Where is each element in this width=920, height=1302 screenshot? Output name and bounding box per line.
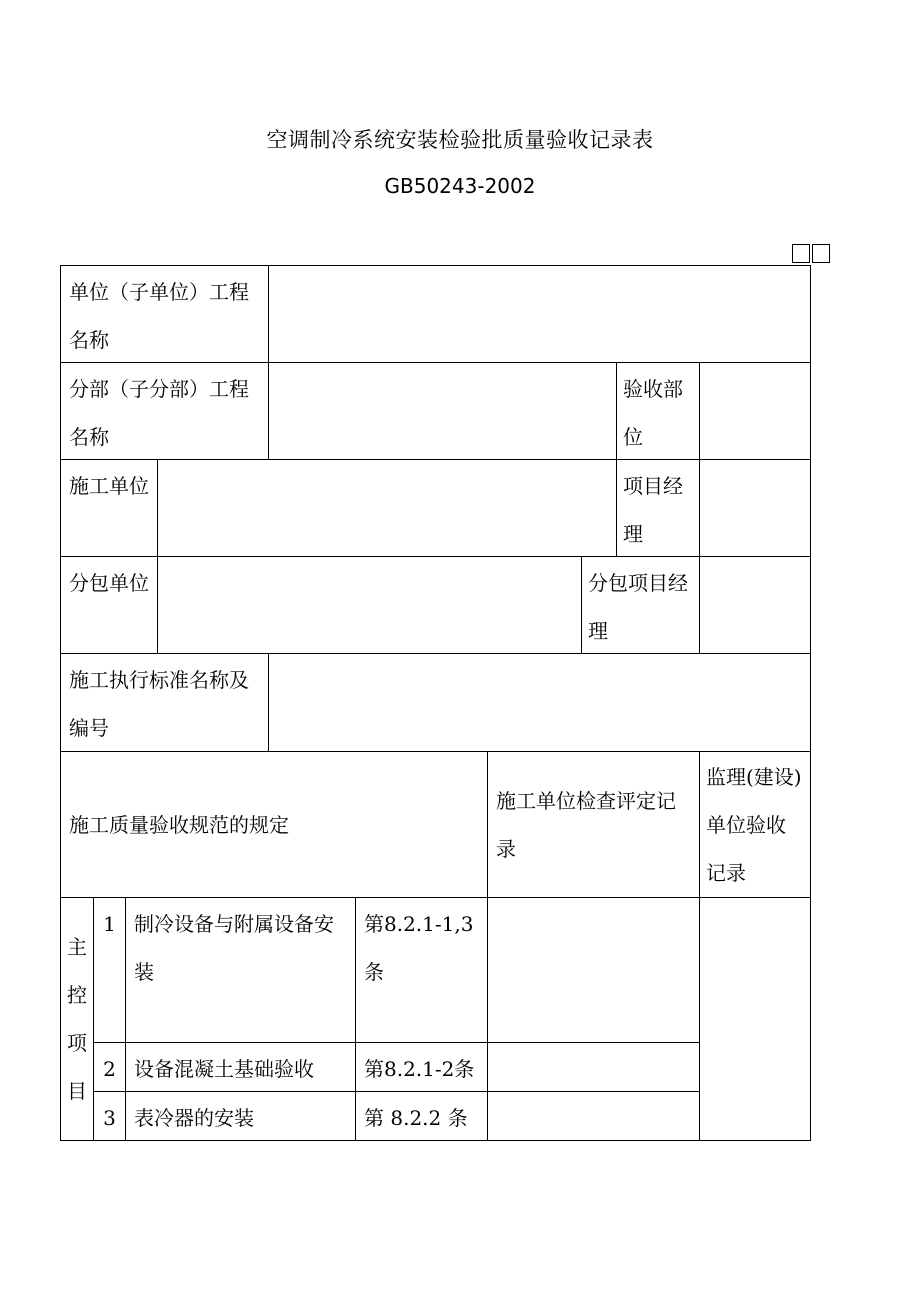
supervisor-record-value[interactable] — [699, 897, 811, 1141]
item-contractor-record[interactable] — [487, 1042, 700, 1092]
checkbox-square[interactable] — [792, 244, 810, 263]
item-clause: 第8.2.1-2条 — [355, 1042, 488, 1092]
supervisor-record-header: 监理(建设)单位验收记录 — [699, 751, 811, 898]
spec-column-header: 施工质量验收规范的规定 — [60, 751, 488, 898]
item-number: 3 — [93, 1091, 126, 1141]
unit-project-label: 单位（子单位）工程名称 — [60, 265, 269, 363]
checkbox-square[interactable] — [812, 244, 830, 263]
checkbox-group — [792, 244, 832, 263]
subcontract-unit-label: 分包单位 — [60, 556, 158, 654]
item-name: 制冷设备与附属设备安装 — [125, 897, 356, 1043]
construction-unit-label: 施工单位 — [60, 459, 158, 557]
subcontract-manager-value[interactable] — [699, 556, 811, 654]
project-manager-value[interactable] — [699, 459, 811, 557]
item-clause: 第8.2.1-1,3条 — [355, 897, 488, 1043]
sub-project-label: 分部（子分部）工程名称 — [60, 362, 269, 460]
standard-code: GB50243-2002 — [384, 174, 536, 198]
standard-label: 施工执行标准名称及编号 — [60, 653, 269, 752]
subcontract-unit-value[interactable] — [157, 556, 582, 654]
category-char: 目 — [67, 1079, 87, 1103]
sub-project-value[interactable] — [268, 362, 617, 460]
item-name: 设备混凝土基础验收 — [125, 1042, 356, 1092]
main-control-category — [60, 897, 94, 1141]
category-char: 控 — [67, 983, 87, 1007]
item-number: 1 — [93, 897, 126, 1043]
item-contractor-record[interactable] — [487, 1091, 700, 1141]
item-clause: 第 8.2.2 条 — [355, 1091, 488, 1141]
category-char: 主 — [67, 935, 87, 959]
item-number: 2 — [93, 1042, 126, 1092]
category-char: 项 — [67, 1031, 87, 1055]
form-title: 空调制冷系统安装检验批质量验收记录表 — [266, 128, 654, 152]
project-manager-label: 项目经理 — [616, 459, 700, 557]
unit-project-value[interactable] — [268, 265, 811, 363]
construction-unit-value[interactable] — [157, 459, 617, 557]
standard-value[interactable] — [268, 653, 811, 752]
item-contractor-record[interactable] — [487, 897, 700, 1043]
acceptance-part-label: 验收部位 — [616, 362, 700, 460]
item-name: 表冷器的安装 — [125, 1091, 356, 1141]
subcontract-manager-label: 分包项目经理 — [581, 556, 700, 654]
contractor-record-header: 施工单位检查评定记录 — [487, 751, 700, 898]
acceptance-part-value[interactable] — [699, 362, 811, 460]
